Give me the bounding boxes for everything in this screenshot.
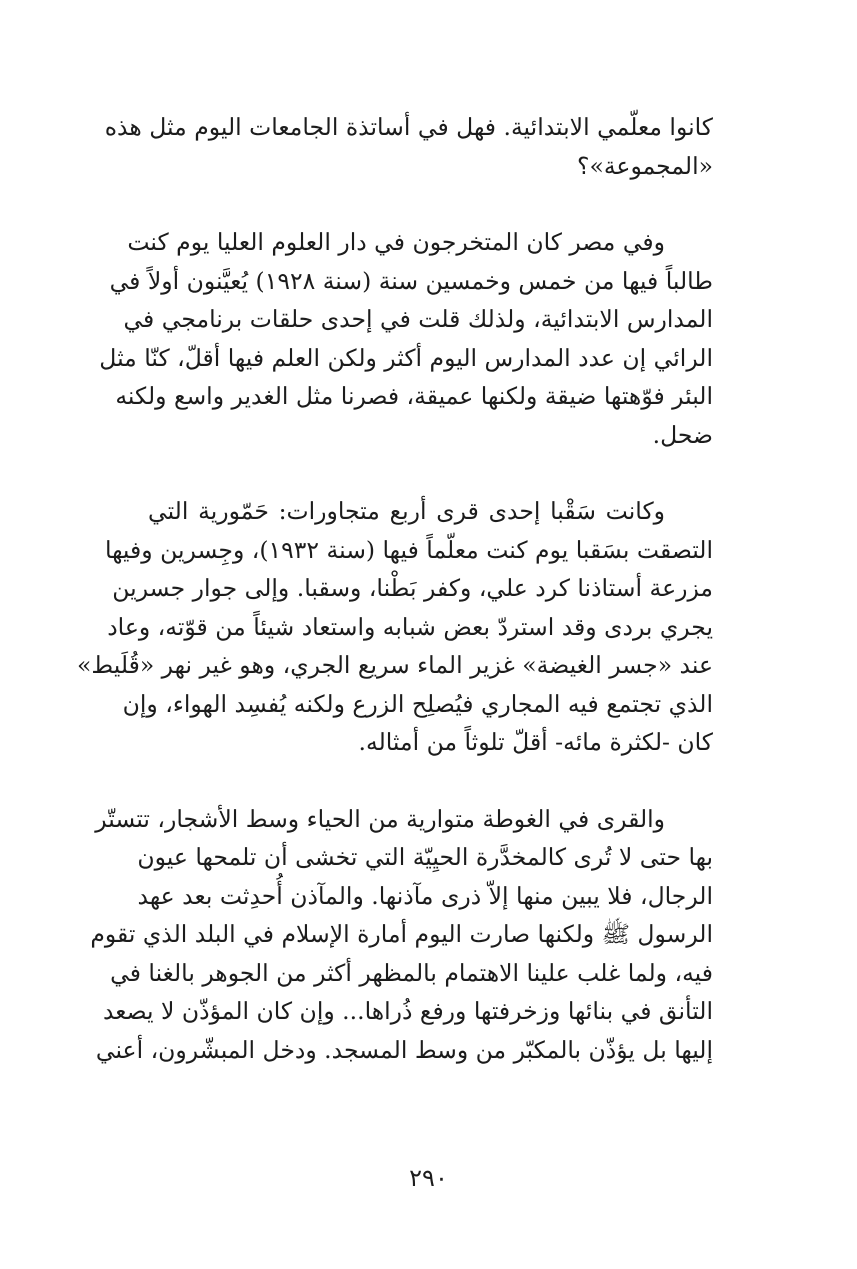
paragraph-gap	[148, 454, 713, 492]
text-line: بها حتى لا تُرى كالمخدَّرة الحيِيّة التي تخشى أن تلمحها عيون	[137, 843, 713, 871]
text-line: كان -لكثرة مائه- أقلّ تلوثاً من أمثاله.	[358, 728, 713, 756]
paragraph-2	[99, 223, 713, 454]
text-line: طالباً فيها من خمس وخمسين سنة (سنة ١٩٢٨) يُعيَّنون أولاً في	[109, 266, 713, 295]
text-line: ضحل.	[652, 420, 713, 449]
text-line: وفي مصر كان المتخرجون في دار العلوم العليا يوم كنت	[127, 228, 665, 256]
text-line: والقرى في الغوطة متوارية من الحياء وسط الأشجار، تتستّر	[95, 804, 665, 833]
text-line: عند «جسر الغيضة» غزير الماء سريع الجري، وهو غير نهر «قُلَيط»	[77, 651, 713, 679]
paragraph-4	[90, 800, 713, 1070]
text-line: التأنق في بنائها وزخرفتها ورفع ذُراها... وإن كان المؤذّن لا يصعد	[102, 997, 713, 1025]
text-line: فيه، ولما غلب علينا الاهتمام بالمظهر أكثر من الجوهر بالغنا في	[110, 958, 713, 987]
paragraph-1	[104, 108, 713, 185]
text-line: البئر فوّهتها ضيقة ولكنها عميقة، فصرنا مثل الغدير واسع ولكنه	[115, 382, 713, 410]
text-line: مزرعة أستاذنا كرد علي، وكفر بَطْنا، وسقبا. وإلى جوار جسرين	[112, 574, 713, 602]
paragraph-gap	[148, 762, 713, 800]
page-number: ٢٩٠	[409, 1164, 448, 1192]
paragraph-3	[77, 492, 713, 762]
text-line: الذي تجتمع فيه المجاري فيُصلِح الزرع ولكنه يُفسِد الهواء، وإن	[122, 689, 713, 718]
text-line: الرائي إن عدد المدارس اليوم أكثر ولكن العلم فيها أقلّ، كنّا مثل	[99, 343, 713, 372]
text-line: وكانت سَقْبا إحدى قرى أربع متجاورات: حَمّورية التي	[148, 497, 665, 525]
text-line: التصقت بسَقبا يوم كنت معلّماً فيها (سنة ١٩٣٢)، وجِسرين وفيها	[104, 535, 713, 564]
page-body-text	[77, 108, 713, 1069]
text-line: «المجموعة»؟	[576, 151, 713, 180]
paragraph-gap	[148, 185, 713, 223]
text-line: المدارس الابتدائية، ولذلك قلت في إحدى حلقات برنامجي في	[123, 305, 713, 333]
text-line: الرجال، فلا يبين منها إلاّ ذرى مآذنها. والمآذن أُحدِثت بعد عهد	[137, 881, 713, 910]
text-line: إليها بل يؤذّن بالمكبّر من وسط المسجد. ودخل المبشّرون، أعني	[95, 1035, 713, 1064]
text-line: الرسول ﷺ ولكنها صارت اليوم أمارة الإسلام في البلد الذي تقوم	[90, 920, 713, 948]
text-line: كانوا معلّمي الابتدائية. فهل في أساتذة الجامعات اليوم مثل هذه	[104, 113, 713, 141]
text-line: يجري بردى وقد استردّ بعض شبابه واستعاد شيئاً من قوّته، وعاد	[107, 612, 713, 641]
